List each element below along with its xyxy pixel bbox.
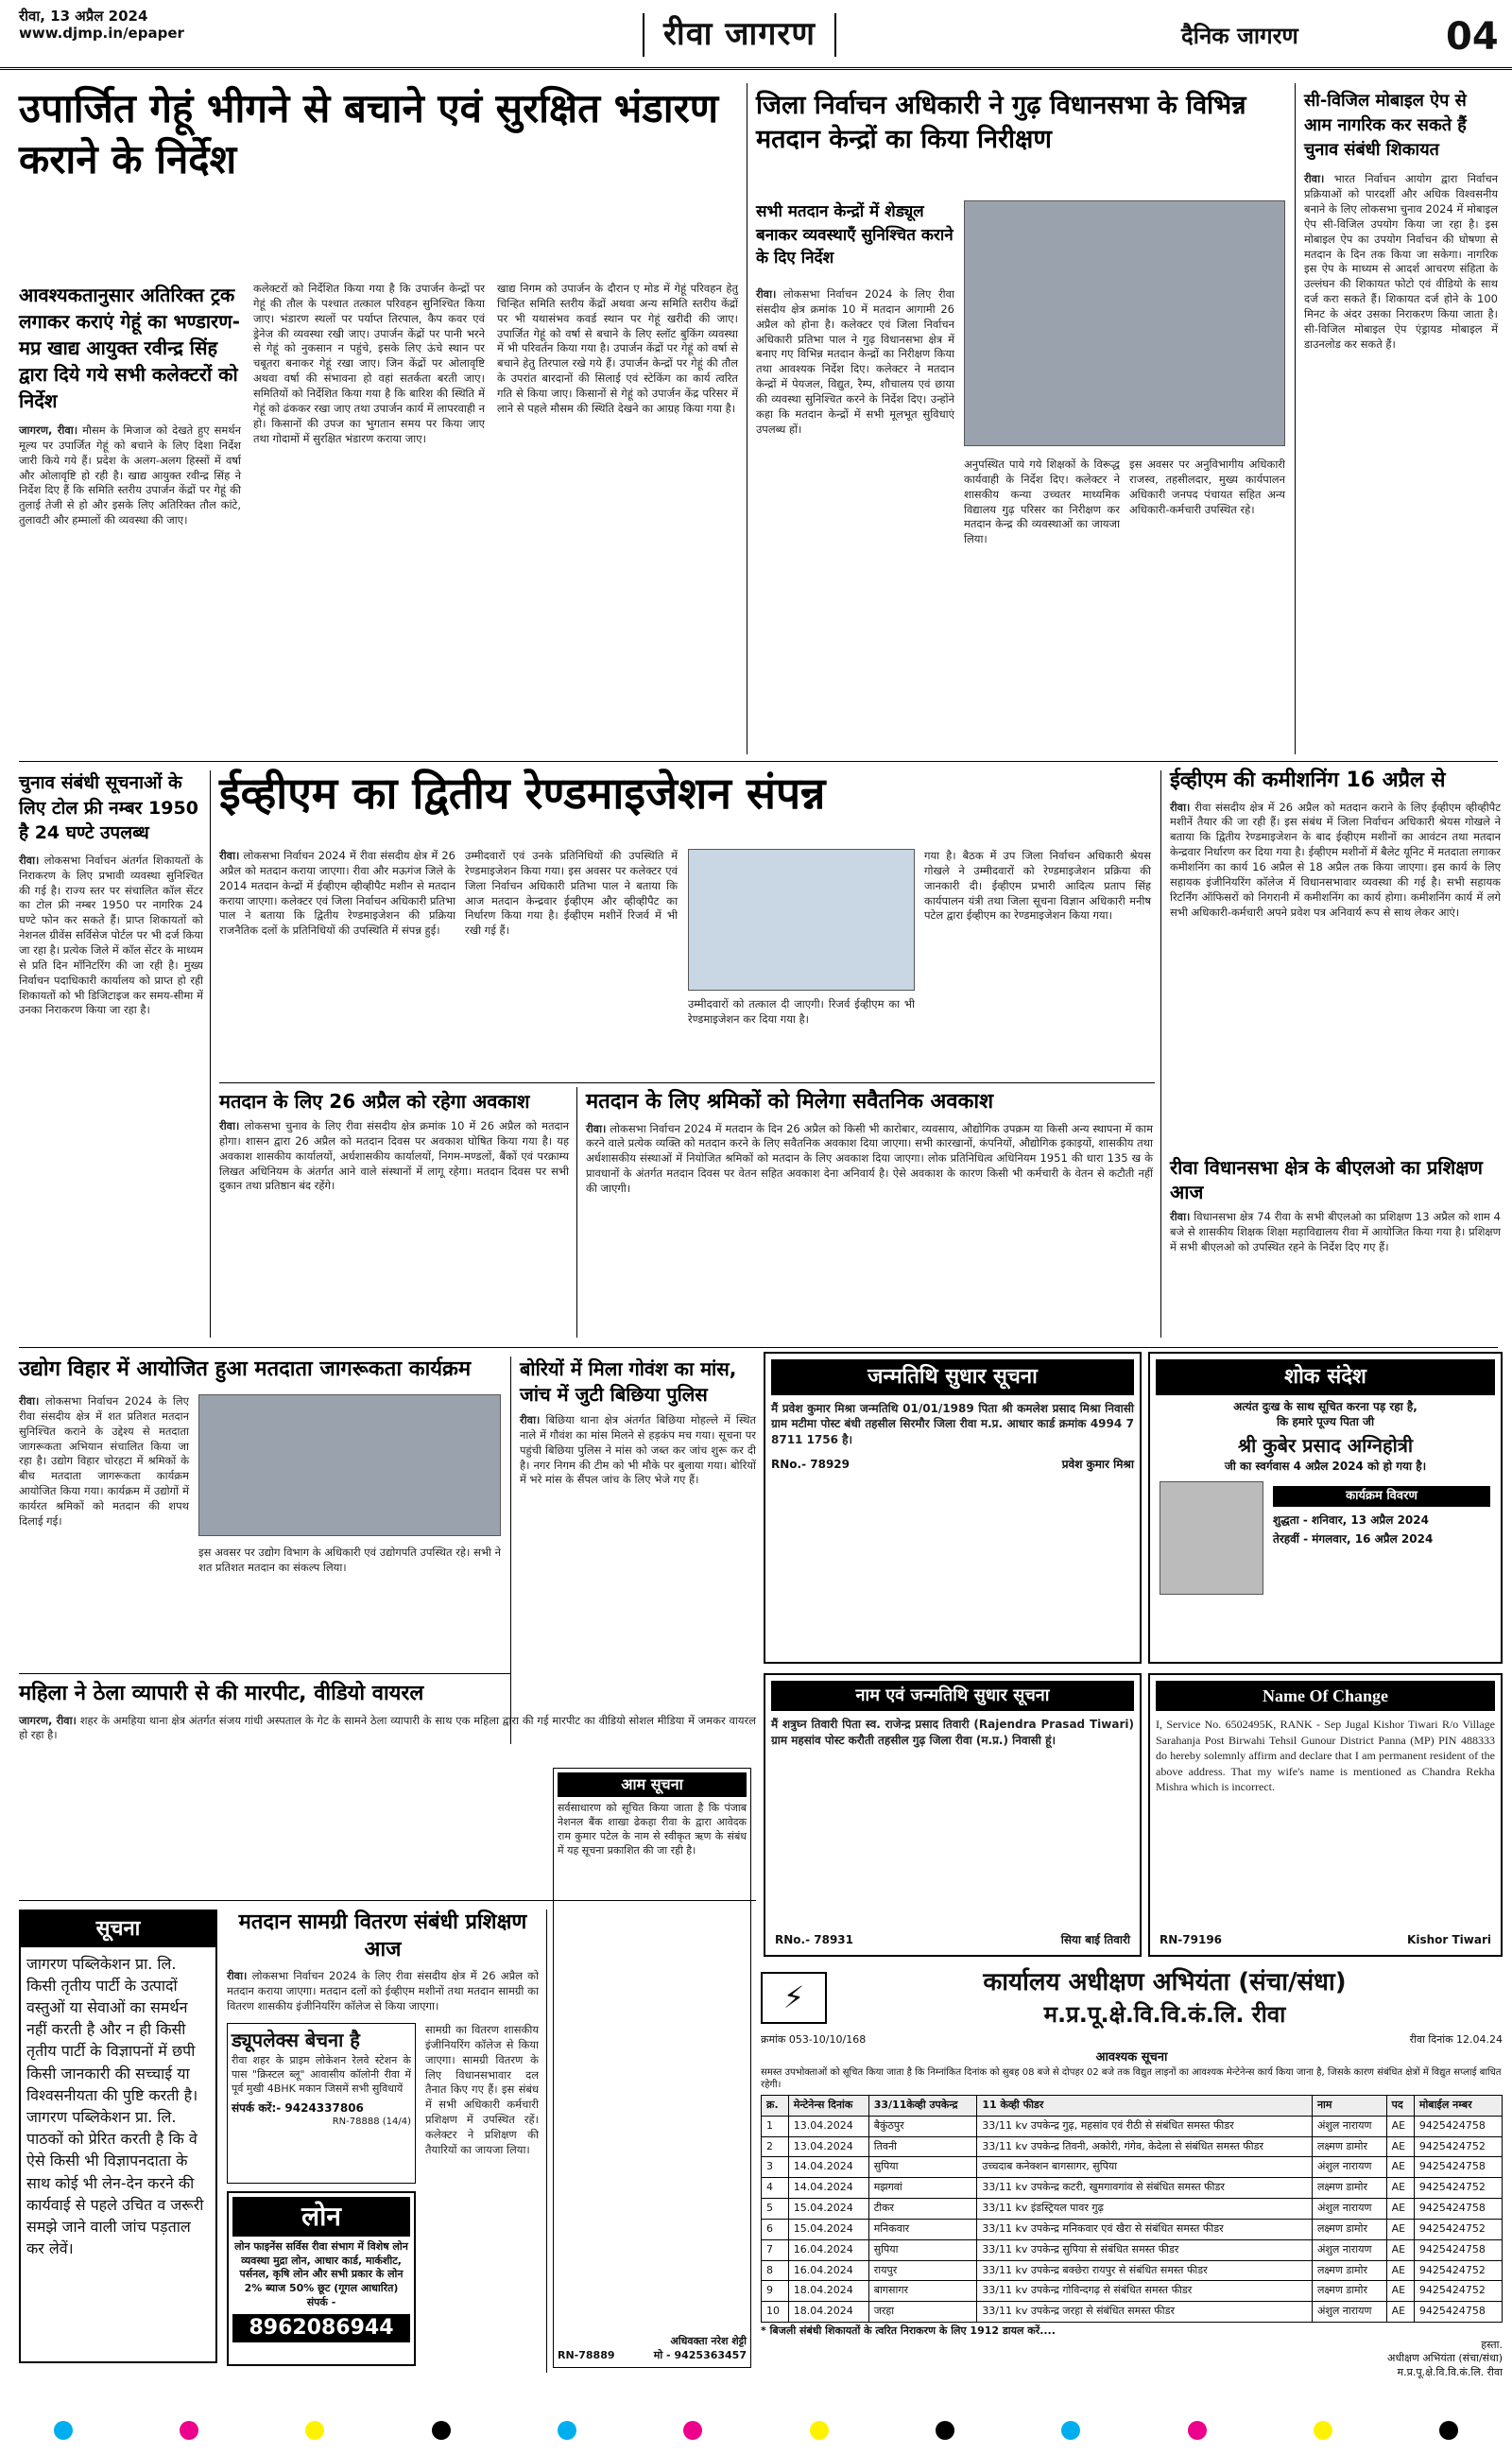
story-wheat-subhead	[19, 282, 241, 528]
page-title: रीवा जागरण	[643, 13, 836, 57]
table-row	[762, 2136, 1503, 2157]
page-number: 04	[1446, 15, 1499, 59]
story-body: शहर के अमहिया थाना क्षेत्र अंतर्गत संजय गांधी अस्पताल के गेट के सामने ठेला व्यापारी के साथ एक महिला द्वारा की गई मारपीट का वीडियो सोशल मीडिया में जमकर वायरल हो रहा है।	[19, 1713, 757, 1742]
notice-body: जागरण पब्लिकेशन प्रा. लि. किसी तृतीय पार्टी के उत्पादों वस्तुओं या सेवाओं का समर्थन नहीं करती है और न ही किसी तृतीय पार्टी के विज्ञापनों में छपी किसी जानकारी की सच्चाई या विश्वसनीयता की पुष्टि करती है। जागरण पब्लिकेशन प्रा. लि. पाठकों को प्रेरित करती है कि वे ऐसे किसी भी विज्ञापनदाता के साथ कोई भी लेन-देन करने की कार्यवाई से पहले उचित व जरूरी समझे जाने वाली जांच पड़ताल कर लेवें।	[26, 1954, 204, 2258]
story-body: लोकसभा निर्वाचन 2024 में मतदान के दिन 26 अप्रैल को किसी भी कारोबार, व्यवसाय, औद्योगिक उपक्रम या किसी अन्य स्थापना में काम करने वाले प्रत्येक व्यक्ति को मतदान करने के लिए सवैतनिक अवकाश दिया जाएगा।	[586, 1121, 1153, 1150]
table-cell: 18.04.2024	[788, 2302, 868, 2323]
table-row	[762, 2199, 1503, 2220]
story-dateline: रीवा।	[19, 853, 40, 867]
tender-sign3: म.प्र.पू.क्षे.वि.वि.कं.लि. रीवा	[1397, 2365, 1503, 2378]
table-cell: 33/11 kv उपकेन्द्र जरहा से संबंधित समस्त फीडर	[977, 2302, 1313, 2323]
col-header: मोबाईल नम्बर	[1414, 2095, 1502, 2116]
table-cell: अंशुल नारायण	[1312, 2157, 1386, 2178]
story-dateline: जागरण, रीवा।	[19, 423, 78, 437]
table-cell: मनिकवार	[868, 2219, 977, 2239]
table-cell: 9425424758	[1414, 2157, 1502, 2178]
table-cell: अंशुल नारायण	[1312, 2302, 1386, 2323]
ad-phone: 8962086944	[232, 2314, 410, 2342]
table-cell: AE	[1386, 2260, 1414, 2281]
story-headline: रीवा विधानसभा क्षेत्र के बीएलओ का प्रशिक्षण आज	[1170, 1156, 1483, 1203]
story-headline: जिला निर्वाचन अधिकारी ने गुढ़ विधानसभा के विभिन्न मतदान केन्द्रों का किया निरीक्षण	[756, 91, 1246, 155]
table-cell: 8	[762, 2260, 789, 2281]
story-dateline: रीवा।	[520, 1413, 541, 1426]
story-dateline: रीवा।	[1170, 1210, 1191, 1223]
tender-intro: समस्त उपभोक्ताओं को सूचित किया जाता है कि निम्नांकित दिनांक को सुबह 08 बजे से दोपहर 02 बजे तक विद्युत लाइनों का आवश्यक मेन्टेनेन्स कार्य किया जाना है, जिसके कारण संबंधित क्षेत्रों में विद्युत सप्लाई बाधित रहेगी।	[761, 2066, 1502, 2090]
table-cell: बागसागर	[868, 2281, 977, 2302]
story-wheat-col2: कलेक्टरों को निर्देशित किया गया है कि उपार्जन केन्द्रों पर गेहूं की तौल के पश्चात तत्काल परिवहन सुनिश्चित किया जाए। भंडारण स्थलों पर पर्याप्त तिरपाल, कैप कवर एवं ड्रेनेज की व्यवस्था रखी जाए। उपार्जन केंद्रों पर पानी भरने से गेहूं को नुकसान न पहुंचे, इसके लिए ऊंचे स्थान पर चबूतरा बनाकर गेहूं रखा जाए। जिन केंद्रों पर ओलावृष्टि अथवा वर्षा की संभावना हो वहां सतर्कता बरती जाए। समितियों को निर्देशित किया गया है कि बारिश की स्थिति में गेहूं को ढंककर रखा जाए तथा उपार्जन कार्य में लापरवाही न हो। किसानों की उपज का भुगतान समय पर किया जाए तथा गोदामों में सुरक्षित भंडारण कराया जाए।	[253, 282, 485, 445]
story-headline: उद्योग विहार में आयोजित हुआ मतदाता जागरूकता कार्यक्रम	[19, 1357, 472, 1381]
col-header: 11 केव्ही फीडर	[977, 2095, 1313, 2116]
story-dateline: रीवा।	[1170, 800, 1191, 814]
table-row	[762, 2302, 1503, 2323]
notice-rno: RN-79196	[1160, 1932, 1223, 1946]
story-headline: महिला ने ठेला व्यापारी से की मारपीट, वीडियो वायरल	[19, 1682, 424, 1705]
story-body: रीवा संसदीय क्षेत्र में 26 अप्रैल को मतदान कराने के लिए ईव्हीएम व्हीव्हीपैट मशीनें तैयार की जा रही हैं। इस संबंध में जिला निर्वाचन अधिकारी श्रेयस गोखले ने बताया कि द्वितीय रेण्डमाइजेशन के बाद ईव्हीएम मशीनों का आवंटन तथा मतदान केन्द्रवार निर्धारण कर दिया गया है।	[1170, 800, 1502, 859]
story-labour-holiday: मतदान के लिए श्रमिकों को मिलेगा सवैतनिक अवकाश रीवा। लोकसभा निर्वाचन 2024 में मतदान के दिन 26 अप्रैल को किसी भी कारोबार, व्यवसाय, औद्योगिक उपक्रम या किसी अन्य स्थापना में काम करने वाले प्रत्येक व्यक्ति को मतदान करने के लिए सवैतनिक अवकाश दिया जाएगा। सभी कारखानों, कंपनियों, औद्योगिक इकाइयों, शासकीय तथा अर्धशासकीय संस्थाओं में नियोजित श्रमिकों को मतदान के लिए अवकाश दिया जाएगा। लोक प्रतिनिधित्व अधिनियम 1951 की धारा 135 ख के प्रावधानों के अंतर्गत मतदान दिवस पर वेतन सहित अवकाश देना अनिवार्य है। ऐसे अवकाश के कारण किसी भी कर्मचारी के वेतन से कटौती नहीं की जाएगी।	[586, 1090, 1153, 1196]
table-cell: 10	[762, 2302, 789, 2323]
table-cell: लक्ष्मण डामोर	[1312, 2281, 1386, 2302]
notice-rno: RNo.- 78931	[775, 1932, 853, 1946]
ad-duplex	[227, 2023, 416, 2184]
evm-photo	[688, 849, 915, 991]
story-inspection-col3: इस अवसर पर अनुविभागीय अधिकारी राजस्व, तहसीलदार, मुख्य कार्यपालन अधिकारी जनपद पंचायत सहित अन्य अधिकारी-कर्मचारी उपस्थित रहे।	[1129, 458, 1285, 516]
story-holiday: मतदान के लिए 26 अप्रैल को रहेगा अवकाश रीवा। लोकसभा चुनाव के लिए रीवा संसदीय क्षेत्र क्रमांक 10 में 26 अप्रैल को मतदान होगा। शासन द्वारा 26 अप्रैल को मतदान दिवस पर अवकाश घोषित किया गया है। यह अवकाश शासकीय कार्यालयों, अर्धशासकीय कार्यालयों, निगम-मण्डलों, बैंकों एवं परक्राम्य लिखत अधिनियम के अंतर्गत आने वाले संस्थानों में लागू रहेगा। मतदान दिवस पर सभी दुकान तथा प्रतिष्ठान बंद रहेंगे।	[219, 1090, 570, 1193]
story-body: लोकसभा निर्वाचन 2024 में रीवा संसदीय क्षेत्र में 26 अप्रैल को मतदान कराया जाएगा। रीवा और मऊगंज जिले के 2014 मतदान केन्द्रों में ईव्हीएम व्हीव्हीपैट मशीन से मतदान कराया जाएगा।	[219, 849, 455, 907]
notice-title: शोक संदेश	[1156, 1359, 1495, 1395]
notice-title: जन्मतिथि सुधार सूचना	[771, 1359, 1134, 1395]
table-cell: सुपिया	[868, 2157, 977, 2178]
table-cell: 33/11 kv उपकेन्द्र सुपिया से संबंधित समस्त फीडर	[977, 2239, 1313, 2260]
table-cell: 14.04.2024	[788, 2178, 868, 2199]
story-udyog-col2: इस अवसर पर उद्योग विभाग के अधिकारी एवं उद्योगपति उपस्थित रहे। सभी ने शत प्रतिशत मतदान का संकल्प लिया।	[198, 1546, 501, 1574]
yellow-dot	[1314, 2421, 1332, 2440]
cyan-dot	[54, 2421, 73, 2440]
story-bichhiya: बोरियों में मिला गोवंश का मांस, जांच में जुटी बिछिया पुलिस रीवा। बिछिया थाना क्षेत्र अंतर्गत बिछिया मोहल्ले में स्थित नाले में गौवंश का मांस मिलने से हड़कंप मच गया। सूचना पर पहुंची बिछिया पुलिस ने मांस को जब्त कर जांच शुरू कर दी है। नगर निगम की टीम को भी मौके पर बुलाया गया। बोरियों में भरे मांस के सैंपल जांच के लिए भेजे गए हैं।	[520, 1357, 757, 1487]
story-udyog	[19, 1357, 501, 1384]
program-title: कार्यक्रम विवरण	[1273, 1486, 1490, 1507]
date-line: रीवा, 13 अप्रैल 2024	[19, 8, 148, 25]
magenta-dot	[1188, 2421, 1207, 2440]
table-cell: 14.04.2024	[788, 2157, 868, 2178]
col-header: मेन्टेनेन्स दिनांक	[788, 2095, 868, 2116]
story-training	[227, 1910, 539, 2014]
table-cell: लक्ष्मण डामोर	[1312, 2219, 1386, 2239]
story-evm-random-col4: गया है। बैठक में उप जिला निर्वाचन अधिकारी श्रेयस गोखले ने उम्मीदवारों को रेण्डमाइजेशन प्रक्रिया की जानकारी दी। ईव्हीएम प्रभारी आदित्य प्रताप सिंह कार्यपालन यंत्री तथा जिला सूचना विज्ञान अधिकारी मनीष पटेल द्वारा ईव्हीएम का रेण्डमाइजेशन किया गया।	[924, 849, 1151, 923]
table-cell: टीकर	[868, 2199, 977, 2220]
deceased-photo	[1160, 1481, 1263, 1595]
col-header: 33/11केव्ही उपकेन्द्र	[868, 2095, 977, 2116]
maintenance-table	[761, 2095, 1503, 2323]
table-cell: 16.04.2024	[788, 2239, 868, 2260]
table-cell: जरहा	[868, 2302, 977, 2323]
program-terhavi: तेरहवीं - मंगलवार, 16 अप्रैल 2024	[1273, 1531, 1434, 1546]
story-evm-random-col1: रीवा। लोकसभा निर्वाचन 2024 में रीवा संसदीय क्षेत्र में 26 अप्रैल को मतदान कराया जाएगा। रीवा और मऊगंज जिले के 2014 मतदान केन्द्रों में ईव्हीएम व्हीव्हीपैट मशीन से मतदान कराया जाएगा। कलेक्टर एवं जिला निर्वाचन अधिकारी प्रतिभा पाल ने बताया कि द्वितीय रेण्डमाइजेशन की प्रक्रिया राजनैतिक दलों के प्रतिनिधियों की उपस्थिति में संपन्न हुई।	[219, 849, 456, 938]
table-cell: 3	[762, 2157, 789, 2178]
story-inspection-col2: अनुपस्थित पाये गये शिक्षकों के विरूद्ध कार्यवाही के निर्देश दिए। कलेक्टर ने शासकीय कन्या उच्चतर माध्यमिक विद्यालय गुढ़ परिसर का निरीक्षण कर मतदान केन्द्र की व्यवस्थाओं का जायजा लिया।	[964, 458, 1120, 546]
notice-birthdate-correction	[764, 1352, 1142, 1664]
program-shuddhata: शुद्धता - शनिवार, 13 अप्रैल 2024	[1273, 1512, 1429, 1527]
inspection-photo	[964, 200, 1285, 446]
tender-sign1: हस्ता.	[1481, 2339, 1503, 2351]
story-body: भारत निर्वाचन आयोग द्वारा निर्वाचन प्रक्रियाओं को पारदर्शी और अधिक विश्वसनीय बनाने के लिए लोकसभा चुनाव 2024 में मोबाइल ऐप सी-विजिल उपयोग किया जा रहा है। इस मोबाइल ऐप का उपयोग निर्वाचन की घोषणा से मतदान के दिन तक किया जा सकेगा।	[1304, 172, 1499, 261]
cyan-dot	[1061, 2421, 1080, 2440]
story-body: लोकसभा निर्वाचन 2024 के लिए रीवा संसदीय क्षेत्र में 26 अप्रैल को मतदान कराया जाएगा। मतदान दलों को ईव्हीएम मशीनों तथा मतदान सामग्री का वितरण शासकीय इंजीनियरिंग कॉलेज से किया जाएगा।	[227, 1969, 539, 2013]
table-cell: 33/11 kv इंडस्ट्रियल पावर गुढ़	[977, 2199, 1313, 2220]
table-row	[762, 2116, 1503, 2136]
electricity-notice	[761, 1966, 1503, 2378]
table-cell: 16.04.2024	[788, 2260, 868, 2281]
table-cell: तिवनी	[868, 2136, 977, 2157]
cyan-dot	[558, 2421, 576, 2440]
notice-title: सूचना	[21, 1911, 215, 1947]
story-body: बिछिया थाना क्षेत्र अंतर्गत बिछिया मोहल्ले में स्थित नाले में गौवंश का मांस मिलने से हड़कंप मच गया।	[520, 1413, 757, 1442]
notice-line2: कि हमारे पूज्य पिता जी	[1276, 1414, 1375, 1428]
table-cell: AE	[1386, 2157, 1414, 2178]
table-cell: 18.04.2024	[788, 2281, 868, 2302]
yellow-dot	[810, 2421, 829, 2440]
notice-mobile: मो - 9425363457	[653, 2349, 747, 2362]
table-cell: 33/11 kv उपकेन्द्र कटरी, खुमगावगांव से संबंधित समस्त फीडर	[977, 2178, 1313, 2199]
tender-date: रीवा दिनांक 12.04.24	[1409, 2033, 1503, 2047]
story-headline: मतदान सामग्री वितरण संबंधी प्रशिक्षण आज	[238, 1910, 527, 1961]
ad-title: लोन	[232, 2197, 410, 2237]
ad-body: लोन फाइनेंस सर्विस रीवा संभाग में विशेष लोन व्यवस्था मुद्रा लोन, आधार कार्ड, मार्कशीट, पर्सनल, कृषि लोन और सभी प्रकार के लोन 2% ब्याज 50% छूट (गूगल आधारित) संपर्क -	[234, 2239, 408, 2309]
table-cell: 5	[762, 2199, 789, 2220]
table-cell: 9425424752	[1414, 2136, 1502, 2157]
epaper-url[interactable]: www.djmp.in/epaper	[19, 25, 184, 42]
col-header: क्र.	[762, 2095, 789, 2116]
notice-signature: Kishor Tiwari	[1407, 1932, 1491, 1946]
ad-rno: RN-78888 (14/4)	[332, 2116, 411, 2127]
notice-signature: प्रवेश कुमार मिश्रा	[1061, 1458, 1134, 1472]
table-cell: 9425424752	[1414, 2281, 1502, 2302]
story-headline: उपार्जित गेहूं भीगने से बचाने एवं सुरक्षित भंडारण कराने के निर्देश	[19, 85, 719, 182]
table-cell: 33/11 kv उपकेन्द्र तिवनी, अकोरी, गंगेव, केदेला से संबंधित समस्त फीडर	[977, 2136, 1313, 2157]
notice-body: सर्वसाधारण को सूचित किया जाता है कि पंजाब नेशनल बैंक शाखा ढेकहा रीवा के द्वारा आवेदक राम कुमार पटेल के नाम से स्वीकृत ऋण के संबंध में यह सूचना प्रकाशित की जा रही है।	[558, 1801, 747, 1858]
story-body: मौसम के मिजाज को देखते हुए समर्थन मूल्य पर उपार्जित गेहूं को बचाने के लिए दिशा निर्देश जारी किये गये हैं। प्रदेश के अलग-अलग हिस्सों में वर्षा और ओलावृष्टि हो रही है। खाद्य आयुक्त रवीन्द्र सिंह ने निर्देश दिए हैं कि समिति स्तरीय उपार्जन केंद्रों पर गेहूं की तुलाई तेजी से हो और इसके लिए अतिरिक्त तौल कांटे, तुलावटी और हम्मालों की व्यवस्था की जाए।	[19, 423, 242, 527]
udyog-photo	[198, 1394, 501, 1536]
table-cell: 9425424752	[1414, 2178, 1502, 2199]
tender-footer: * बिजली संबंधी शिकायतों के त्वरित निराकरण के लिए 1912 डायल करें....	[761, 2324, 1056, 2338]
table-cell: AE	[1386, 2281, 1414, 2302]
notice-body: मैं प्रवेश कुमार मिश्रा जन्मतिथि 01/01/1989 पिता श्री कमलेश प्रसाद मिश्रा निवासी ग्राम मटीमा पोस्ट बंधी तहसील सिरमौर जिला रीवा म.प्र. आधार कार्ड क्रमांक 4994 7 8711 1756 है।	[771, 1401, 1134, 1446]
story-dateline: रीवा।	[1304, 172, 1325, 186]
notice-title: नाम एवं जन्मतिथि सुधार सूचना	[771, 1681, 1134, 1711]
table-cell: मझगवां	[868, 2178, 977, 2199]
table-cell: AE	[1386, 2136, 1414, 2157]
story-training-col2: सामग्री का वितरण शासकीय इंजीनियरिंग कॉलेज से किया जाएगा। सामग्री वितरण के लिए विधानसभावार दल तैनात किए गए हैं। इस संबंध में सभी अधिकारी कर्मचारी प्रशिक्षण में उपस्थित रहें। कलेक्टर ने प्रशिक्षण की तैयारियों का जायजा लिया।	[425, 2023, 539, 2156]
story-headline: चुनाव संबंधी सूचनाओं के लिए टोल फ्री नम्बर 1950 है 24 घण्टे उपलब्ध	[19, 772, 198, 844]
story-headline: बोरियों में मिला गोवंश का मांस, जांच में जुटी बिछिया पुलिस	[520, 1357, 737, 1406]
table-row	[762, 2178, 1503, 2199]
story-tollfree: चुनाव संबंधी सूचनाओं के लिए टोल फ्री नम्बर 1950 है 24 घण्टे उपलब्ध रीवा। लोकसभा निर्वाचन अंतर्गत शिकायतों के निराकरण के लिए प्रभावी व्यवस्था सुनिश्चित की गई है। राज्य स्तर पर संचालित कॉल सेंटर का टोल फ्री नम्बर 1950 पर नागरिक 24 घण्टे फोन कर सकते हैं। प्राप्त शिकायतों को नेशनल ग्रीवेंस सर्विसेज पोर्टल पर भी दर्ज किया जा रहा है। प्रत्येक जिले में कॉल सेंटर के माध्यम से प्रति दिन मॉनिटरिंग की जा रही है। मुख्य निर्वाचन पदाधिकारी कार्यालय को प्राप्त हो रही शिकायतों को भी डिजिटाइज कर समय-सीमा में उनका निराकरण किया जा रहा है।	[19, 772, 204, 1017]
table-cell: AE	[1386, 2239, 1414, 2260]
story-wheat-col3: खाद्य निगम को उपार्जन के दौरान ए मोड में गेहूं परिवहन हेतु चिन्हित समिति स्तरीय केंद्रों अथवा अन्य समिति स्तरीय केंद्रों पर भी यथासंभव कवर्ड स्थान पर गेहूं खरीदी की जाए। उपार्जित गेहूं को वर्षा से बचाने के लिए स्लॉट बुकिंग व्यवस्था में भी परिवर्तन किया गया है। उपार्जन केंद्रों पर गेहूं को वर्षा से बचाने हेतु तिरपाल रखे गये हैं। उपार्जन केन्द्रों पर गेहूं की तौल के उपरांत बारदानों की सिलाई एवं स्टेकिंग का कार्य त्वरित गति से किया जाए। किसानों से गेहूं को उपार्जन केंद्र परिसर में लाने से पहले मौसम की स्थिति देखने का आग्रह किया गया है।	[497, 282, 738, 415]
table-row	[762, 2219, 1503, 2239]
story-dateline: रीवा।	[19, 1394, 40, 1408]
table-cell: 9425424752	[1414, 2260, 1502, 2281]
notice-name: श्री कुबेर प्रसाद अग्निहोत्री	[1237, 1434, 1414, 1458]
table-row	[762, 2157, 1503, 2178]
story-body: विधानसभा क्षेत्र 74 रीवा के सभी बीएलओ का प्रशिक्षण 13 अप्रैल को शाम 4 बजे से शासकीय शिक्षक शिक्षा महाविद्यालय रीवा में आयोजित किया गया है।	[1170, 1210, 1501, 1238]
notice-signature: सिया बाई तिवारी	[1060, 1932, 1130, 1946]
notice-name-correction	[764, 1673, 1142, 1957]
story-inspection-text: सभी मतदान केन्द्रों में शेड्यूल बनाकर व्यवस्थाएँ सुनिश्चित कराने के दिए निर्देश रीवा। लोकसभा निर्वाचन 2024 के लिए रीवा संसदीय क्षेत्र क्रमांक 10 में मतदान आगामी 26 अप्रैल को होना है। कलेक्टर एवं जिला निर्वाचन अधिकारी प्रतिभा पाल ने गुढ़ विधानसभा क्षेत्र में बनाए गए विभिन्न मतदान केन्द्रों का निरीक्षण किया तथा आवश्यक निर्देश दिए। कलेक्टर ने मतदान केन्द्रों में पेयजल, विद्युत, रैम्प, शौचालय एवं छाया की व्यवस्था सुनिश्चित करने के निर्देश दिए। उन्होंने कहा कि मतदान केन्द्रों में सभी मूलभूत सुविधाएं उपलब्ध हों।	[756, 202, 954, 436]
tender-sign2: अधीक्षण अभियंता (संचा/संधा)	[1387, 2352, 1503, 2365]
table-cell: 33/11 kv उपकेन्द्र गुढ़, महसांव एवं रीठी से संबंधित समस्त फीडर	[977, 2116, 1313, 2136]
table-cell: 9425424758	[1414, 2302, 1502, 2323]
story-body: लोकसभा निर्वाचन 2024 के लिए रीवा संसदीय क्षेत्र क्रमांक 10 में मतदान आगामी 26 अप्रैल को होना है। कलेक्टर एवं जिला निर्वाचन अधिकारी प्रतिभा पाल ने गुढ़ विधानसभा क्षेत्र में बनाए गए विभिन्न मतदान केन्द्रों का निरीक्षण किया तथा आवश्यक निर्देश दिए।	[756, 286, 954, 376]
tender-org2: म.प्र.पू.क्षे.वि.वि.कं.लि. रीवा	[1043, 2001, 1286, 2029]
notice-rno: RNo.- 78929	[771, 1458, 850, 1472]
table-cell: सुपिया	[868, 2239, 977, 2260]
table-cell: उच्चदाब कनेक्शन बागसागर, सुपिया	[977, 2157, 1313, 2178]
table-cell: 15.04.2024	[788, 2219, 868, 2239]
table-cell: रायपुर	[868, 2260, 977, 2281]
paper-name: दैनिक जागरण	[1181, 23, 1298, 49]
story-udyog-text: रीवा। लोकसभा निर्वाचन 2024 के लिए रीवा संसदीय क्षेत्र में शत प्रतिशत मतदान सुनिश्चित कराने के उद्देश्य से मतदाता जागरूकता अभियान संचालित किया जा रहा है। उद्योग विहार चोरहटा में श्रमिकों के बीच मतदाता जागरूकता कार्यक्रम आयोजित किया गया। कार्यक्रम में उद्योगों में कार्यरत श्रमिकों को मतदान की शपथ दिलाई गई।	[19, 1394, 190, 1528]
story-body: लोकसभा निर्वाचन अंतर्गत शिकायतों के निराकरण के लिए प्रभावी व्यवस्था सुनिश्चित की गई है। राज्य स्तर पर संचालित कॉल सेंटर का टोल फ्री नम्बर 1950 पर नागरिक 24 घण्टे फोन कर सकते हैं।	[19, 853, 204, 927]
story-dateline: रीवा।	[219, 849, 240, 862]
story-headline: ईव्हीएम का द्वितीय रेण्डमाइजेशन संपन्न	[219, 768, 826, 819]
table-cell: 2	[762, 2136, 789, 2157]
table-cell: 9425424758	[1414, 2199, 1502, 2220]
tender-ref: क्रमांक 053-10/10/168	[761, 2033, 867, 2047]
table-cell: 9425424758	[1414, 2116, 1502, 2136]
magenta-dot	[180, 2421, 198, 2440]
tender-org: कार्यालय अधीक्षण अभियंता (संचा/संधा)	[983, 1968, 1347, 1996]
story-evm-random-col2: उम्मीदवारों एवं उनके प्रतिनिधियों की उपस्थिति में रेण्डमाइजेशन किया गया। इस अवसर पर कलेक्टर एवं जिला निर्वाचन अधिकारी प्रतिभा पाल ने बताया कि आज मतदान केन्द्रवार ईव्हीएम और व्हीव्हीपैट का निर्धारण किया गया है। ईव्हीएम मशीनें रिजर्व में भी रखी गई हैं।	[465, 849, 678, 938]
table-cell: 13.04.2024	[788, 2136, 868, 2157]
ad-body: रीवा शहर के प्राइम लोकेशन रेलवे स्टेशन के पास "क्रिस्टल ब्लू" आवासीय कॉलोनी रीवा में पूर्व मुखी 4BHK मकान जिसमें सभी सुविधायें	[232, 2054, 411, 2096]
ad-title: ड्यूपलेक्स बेचना है	[232, 2029, 360, 2051]
story-subhead: आवश्यकतानुसार अतिरिक्त ट्रक लगाकर कराएं गेहूं का भण्डारण- मप्र खाद्य आयुक्त रवीन्द्र सिंह द्वारा दिये गये सभी कलेक्टरों को निर्देश	[19, 284, 240, 412]
table-cell: 9425424752	[1414, 2219, 1502, 2239]
story-inspection	[756, 89, 1285, 158]
story-headline: मतदान के लिए श्रमिकों को मिलेगा सवैतनिक अवकाश	[586, 1090, 994, 1114]
story-headline: सी-विजिल मोबाइल ऐप से आम नागरिक कर सकते हैं चुनाव संबंधी शिकायत	[1304, 91, 1467, 161]
story-body: लोकसभा निर्वाचन 2024 के लिए रीवा संसदीय क्षेत्र में शत प्रतिशत मतदान सुनिश्चित कराने के उद्देश्य से मतदाता जागरूकता अभियान संचालित किया जा रहा है।	[19, 1394, 190, 1468]
story-dateline: रीवा।	[756, 286, 777, 301]
table-row	[762, 2281, 1503, 2302]
black-dot	[432, 2421, 451, 2440]
yellow-dot	[305, 2421, 324, 2440]
story-headline: मतदान के लिए 26 अप्रैल को रहेगा अवकाश	[219, 1090, 530, 1113]
notice-line3: जी का स्वर्गवास 4 अप्रैल 2024 को हो गया है।	[1224, 1460, 1427, 1474]
ad-loan	[227, 2191, 416, 2366]
masthead-left	[19, 8, 184, 42]
story-dateline: रीवा।	[586, 1121, 607, 1135]
notice-body: I, Service No. 6502495K, RANK - Sep Jugal Kishor Tiwari R/o Village Sarahanja Post Birwahi Tehsil Gunour District Panna (MP) PIN 488333 do hereby solemnly affirm and declare that I am permanent resident of the above address. That my wife's name is mentioned as Chandra Rekha Mishra which is incorrect.	[1156, 1718, 1495, 1794]
table-cell: AE	[1386, 2178, 1414, 2199]
story-evm-commission: ईव्हीएम की कमीशनिंग 16 अप्रैल से रीवा। रीवा संसदीय क्षेत्र में 26 अप्रैल को मतदान कराने के लिए ईव्हीएम व्हीव्हीपैट मशीनें तैयार की जा रही हैं। इस संबंध में जिला निर्वाचन अधिकारी श्रेयस गोखले ने बताया कि द्वितीय रेण्डमाइजेशन के बाद ईव्हीएम मशीनों का आवंटन तथा मतदान केन्द्रवार निर्धारण कर दिया गया है। ईव्हीएम मशीनों में बैलेट यूनिट में मतदाता लगाकर कमीशनिंग का कार्य 16 अप्रैल से 18 अप्रैल तक किया जाएगा। इस कार्य के लिए सहायक इंजीनियरिंग कॉलेज में विधानसभावार व्यवस्था की गई है। सभी सहायक रिटर्निंग ऑफिसरों को निगरानी में कमीशनिंग का कार्य होगा। कमीशनिंग कार्य में लगे सभी अधिकारी-कर्मचारी अपने प्रवेश पत्र अनिवार्य रूप से साथ लेकर आएं।	[1170, 769, 1502, 919]
magenta-dot	[683, 2421, 702, 2440]
table-cell: 7	[762, 2239, 789, 2260]
table-cell: लक्ष्मण डामोर	[1312, 2136, 1386, 2157]
table-cell: 9425424758	[1414, 2239, 1502, 2260]
table-cell: AE	[1386, 2219, 1414, 2239]
notice-title: आम सूचना	[558, 1772, 747, 1797]
table-cell: लक्ष्मण डामोर	[1312, 2260, 1386, 2281]
table-cell: 6	[762, 2219, 789, 2239]
black-dot	[1439, 2421, 1458, 2440]
table-cell: लक्ष्मण डामोर	[1312, 2178, 1386, 2199]
notice-disclaimer	[19, 1910, 217, 2363]
table-cell: अंशुल नारायण	[1312, 2116, 1386, 2136]
story-dateline: रीवा।	[219, 1119, 240, 1132]
table-cell: 9	[762, 2281, 789, 2302]
notice-title: Name Of Change	[1156, 1681, 1495, 1711]
table-cell: 15.04.2024	[788, 2199, 868, 2220]
masthead	[0, 0, 1512, 70]
table-cell: AE	[1386, 2302, 1414, 2323]
notice-body: मैं शत्रुघ्न तिवारी पिता स्व. राजेन्द्र प्रसाद तिवारी (Rajendra Prasad Tiwari) ग्राम महसांव पोस्ट करौती तहसील गुढ़ जिला रीवा (म.प्र.) निवासी हूं।	[771, 1718, 1134, 1747]
notice-line1: अत्यंत दुःख के साथ सूचित करना पड़ रहा है,	[1233, 1399, 1418, 1413]
table-cell: बैकुंठपुर	[868, 2116, 977, 2136]
table-cell: AE	[1386, 2199, 1414, 2220]
col-header: पद	[1386, 2095, 1414, 2116]
tender-notice-title: आवश्यक सूचना	[1095, 2050, 1168, 2065]
registration-bar	[0, 2420, 1512, 2441]
table-row	[762, 2239, 1503, 2260]
table-cell: 33/11 kv उपकेन्द्र बक्छेरा रायपुर से संबंधित समस्त फीडर	[977, 2260, 1313, 2281]
notice-rno: RN-78889	[558, 2349, 615, 2362]
table-cell: AE	[1386, 2116, 1414, 2136]
story-blo: रीवा विधानसभा क्षेत्र के बीएलओ का प्रशिक्षण आज रीवा। विधानसभा क्षेत्र 74 रीवा के सभी बीएलओ का प्रशिक्षण 13 अप्रैल को शाम 4 बजे से शासकीय शिक्षक शिक्षा महाविद्यालय रीवा में आयोजित किया गया है। प्रशिक्षण में सभी बीएलओ को उपस्थित रहने के निर्देश दिए गए हैं।	[1170, 1156, 1501, 1253]
table-row	[762, 2260, 1503, 2281]
story-dateline: रीवा।	[227, 1969, 248, 1983]
col-header: नाम	[1312, 2095, 1386, 2116]
notice-name-change	[1148, 1673, 1503, 1957]
notice-public	[553, 1768, 751, 2368]
ad-contact: संपर्क करें:- 9424337806	[232, 2100, 364, 2115]
notice-signature: अधिवक्ता नरेश शेट्टी	[670, 2335, 747, 2348]
mpeb-logo-icon: ⚡	[761, 1972, 827, 2024]
story-headline: ईव्हीएम की कमीशनिंग 16 अप्रैल से	[1170, 769, 1446, 792]
story-cvigil: सी-विजिल मोबाइल ऐप से आम नागरिक कर सकते हैं चुनाव संबंधी शिकायत रीवा। भारत निर्वाचन आयोग द्वारा निर्वाचन प्रक्रियाओं को पारदर्शी और अधिक विश्वसनीय बनाने के लिए लोकसभा चुनाव 2024 में मोबाइल ऐप सी-विजिल उपयोग किया जा रहा है। इस मोबाइल ऐप का उपयोग निर्वाचन की घोषणा से मतदान के दिन तक किया जा सकेगा। नागरिक इस ऐप के माध्यम से आदर्श आचरण संहिता के उल्लंघन की शिकायत फोटो एवं वीडियो के साथ दर्ज करा सकते हैं। शिकायत दर्ज होने के 100 मिनट के अंदर उसका निराकरण किया जाता है। सी-विजिल मोबाइल ऐप एंड्रायड मोबाइल में डाउनलोड कर सकते हैं।	[1304, 91, 1499, 351]
table-cell: अंशुल नारायण	[1312, 2239, 1386, 2260]
story-body: लोकसभा चुनाव के लिए रीवा संसदीय क्षेत्र क्रमांक 10 में 26 अप्रैल को मतदान होगा। शासन द्वारा 26 अप्रैल को मतदान दिवस पर अवकाश घोषित किया गया है।	[219, 1119, 569, 1148]
table-cell: 1	[762, 2116, 789, 2136]
table-cell: 33/11 kv उपकेन्द्र मनिकवार एवं खैरा से संबंधित समस्त फीडर	[977, 2219, 1313, 2239]
story-dateline: जागरण, रीवा।	[19, 1713, 77, 1727]
story-evm-random	[219, 768, 1155, 820]
black-dot	[936, 2421, 954, 2440]
story-wheat	[19, 83, 737, 185]
story-evm-random-col3: उम्मीदवारों को तत्काल दी जाएगी। रिजर्व ईव्हीएम का भी रेण्डमाइजेशन कर दिया गया है।	[688, 997, 915, 1026]
notice-condolence	[1148, 1352, 1503, 1664]
table-cell: 33/11 kv उपकेन्द्र गोविन्दगढ़ से संबंधित समस्त फीडर	[977, 2281, 1313, 2302]
story-subhead: सभी मतदान केन्द्रों में शेड्यूल बनाकर व्यवस्थाएँ सुनिश्चित कराने के दिए निर्देश	[756, 202, 954, 268]
story-mahila	[19, 1681, 756, 1743]
table-cell: अंशुल नारायण	[1312, 2199, 1386, 2220]
table-header-row	[762, 2095, 1503, 2116]
table-cell: 13.04.2024	[788, 2116, 868, 2136]
table-cell: 4	[762, 2178, 789, 2199]
